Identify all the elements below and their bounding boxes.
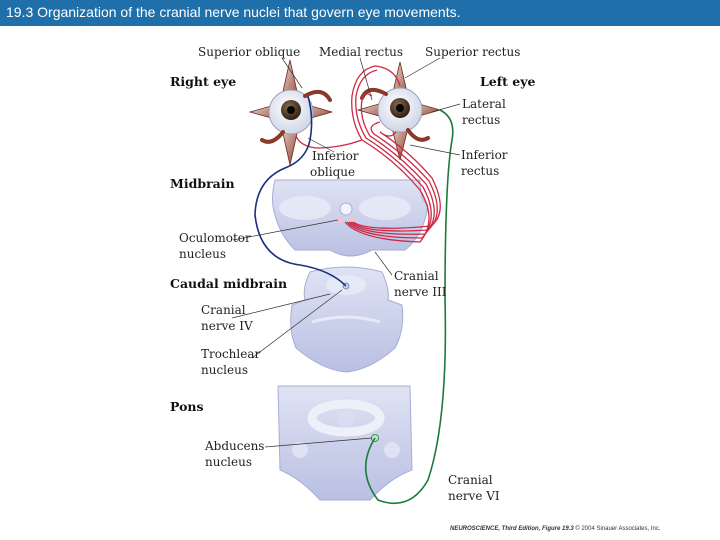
label-trochlear-nucleus-line2: nucleus [201,363,249,377]
label-abducens-nucleus-line1: Abducens [205,439,265,453]
header-caudal-midbrain: Caudal midbrain [170,276,288,291]
label-oculomotor-nucleus-line1: Oculomotor [179,231,251,245]
label-lateral-rectus-line1: Lateral [462,97,506,111]
label-trochlear-nucleus-line1: Trochlear [201,347,261,361]
cerebral-aqueduct [340,203,352,215]
label-cranial-nerve-vi-line1: Cranial [448,473,493,487]
label-cranial-nerve-iii-line2: nerve III [394,285,447,299]
label-inferior-rectus-line1: Inferior [461,148,508,162]
left-inferior-oblique-muscle [408,130,428,140]
label-cranial-nerve-vi-line2: nerve VI [448,489,500,503]
slide-title: 19.3 Organization of the cranial nerve nuclei that govern eye movements. [6,4,461,20]
figure-credit [450,526,661,532]
midbrain-right-lobe [359,196,411,220]
credit-book: NEUROSCIENCE, Third Edition, Figure 19.3 [450,526,574,532]
label-superior-oblique: Superior oblique [198,45,301,59]
credit-rest: © 2004 Sinauer Associates, Inc. [573,526,661,532]
label-lateral-rectus-line2: rectus [462,113,501,127]
label-inferior-oblique-line1: Inferior [312,149,359,163]
label-cranial-nerve-iv-line2: nerve IV [201,319,253,333]
label-oculomotor-nucleus-line2: nucleus [179,247,227,261]
header-right-eye: Right eye [170,74,237,89]
label-abducens-nucleus-line2: nucleus [205,455,253,469]
pons-ventricle-core [337,409,355,427]
pons-right-nucleus-cluster [384,442,400,458]
label-superior-rectus: Superior rectus [425,45,521,59]
header-left-eye: Left eye [480,74,536,89]
label-medial-rectus: Medial rectus [319,45,403,59]
label-cranial-nerve-iii-line1: Cranial [394,269,439,283]
left-pupil [396,104,404,112]
right-pupil [287,106,295,114]
label-inferior-rectus-line2: rectus [461,164,500,178]
header-midbrain: Midbrain [170,176,235,191]
header-pons: Pons [170,399,204,414]
midbrain-left-lobe [279,196,331,220]
label-cranial-nerve-iv-line1: Cranial [201,303,246,317]
right-inferior-oblique-muscle [262,132,283,142]
label-inferior-oblique-line2: oblique [310,165,356,179]
